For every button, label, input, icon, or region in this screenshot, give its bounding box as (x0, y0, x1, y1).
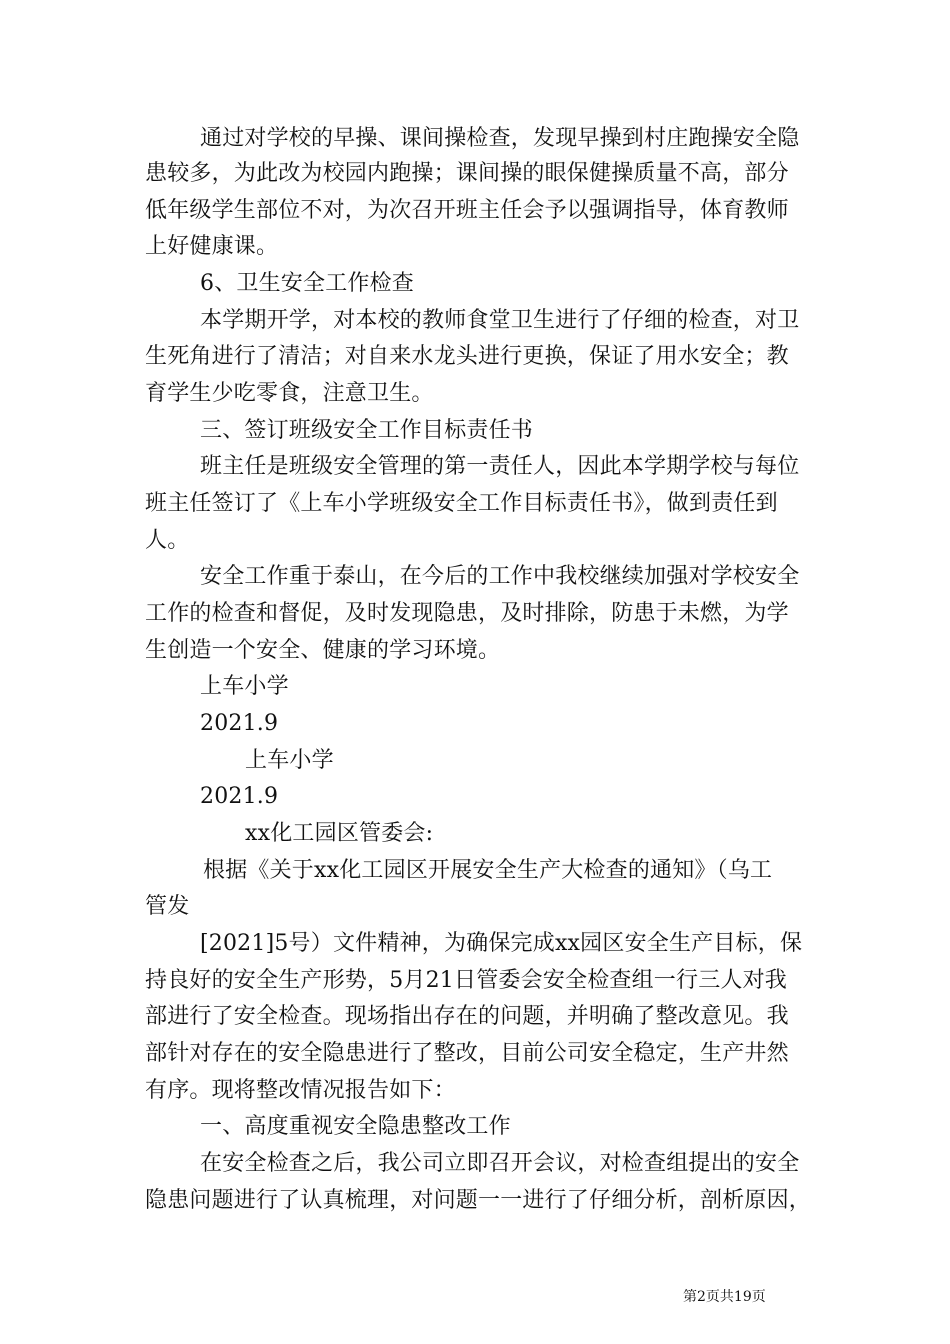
body-line-3: 低年级学生部位不对，为次召开班主任会予以强调指导，体育教师 (145, 198, 789, 223)
signature-date-2: 2021.9 (200, 784, 279, 809)
body-line-2: 患较多，为此改为校园内跑操；课间操的眼保健操质量不高，部分 (145, 161, 789, 186)
body-line-27: 有序。现将整改情况报告如下： (145, 1078, 456, 1103)
body-line-6: 本学期开学，对本校的教师食堂卫生进行了仔细的检查，对卫 (200, 308, 800, 333)
body-line-12: 人。 (145, 528, 190, 553)
body-line-14: 工作的检查和督促，及时发现隐患，及时排除，防患于未燃，为学 (145, 601, 789, 626)
body-line-13: 安全工作重于泰山，在今后的工作中我校继续加强对学校安全 (200, 564, 800, 589)
section-heading-three: 三、签订班级安全工作目标责任书 (200, 418, 534, 443)
signature-school-1: 上车小学 (200, 674, 289, 699)
body-line-22: 管发 (145, 894, 190, 919)
body-line-7: 生死角进行了清洁；对自来水龙头进行更换，保证了用水安全；教 (145, 344, 789, 369)
body-line-29: 在安全检查之后，我公司立即召开会议，对检查组提出的安全 (200, 1151, 800, 1176)
page-number-footer: 第2页共19页 (683, 1289, 766, 1305)
signature-date-1: 2021.9 (200, 711, 279, 736)
body-line-26: 部针对存在的安全隐患进行了整改，目前公司安全稳定，生产井然 (145, 1041, 789, 1066)
body-line-21: 根据《关于xx化工园区开展安全生产大检查的通知》（乌工 (203, 858, 773, 883)
body-line-1: 通过对学校的早操、课间操检查，发现早操到村庄跑操安全隐 (200, 126, 800, 151)
body-line-23: [2021]5号）文件精神，为确保完成xx园区安全生产目标，保 (200, 931, 803, 956)
body-line-10: 班主任是班级安全管理的第一责任人，因此本学期学校与每位 (200, 454, 800, 479)
body-line-15: 生创造一个安全、健康的学习环境。 (145, 638, 501, 663)
body-line-24: 持良好的安全生产形势，5月21日管委会安全检查组一行三人对我 (145, 968, 787, 993)
letter-addressee: xx化工园区管委会: (245, 821, 434, 846)
body-line-4: 上好健康课。 (145, 234, 279, 259)
section-heading-6: 6、卫生安全工作检查 (200, 271, 414, 296)
body-line-30: 隐患问题进行了认真梳理，对问题一一进行了仔细分析，剖析原因， (145, 1188, 812, 1213)
signature-school-2: 上车小学 (245, 748, 334, 773)
body-line-8: 育学生少吃零食，注意卫生。 (145, 381, 434, 406)
body-line-11: 班主任签订了《上车小学班级安全工作目标责任书》，做到责任到 (145, 491, 778, 516)
section-heading-one: 一、高度重视安全隐患整改工作 (200, 1114, 511, 1139)
body-line-25: 部进行了安全检查。现场指出存在的问题，并明确了整改意见。我 (145, 1004, 789, 1029)
